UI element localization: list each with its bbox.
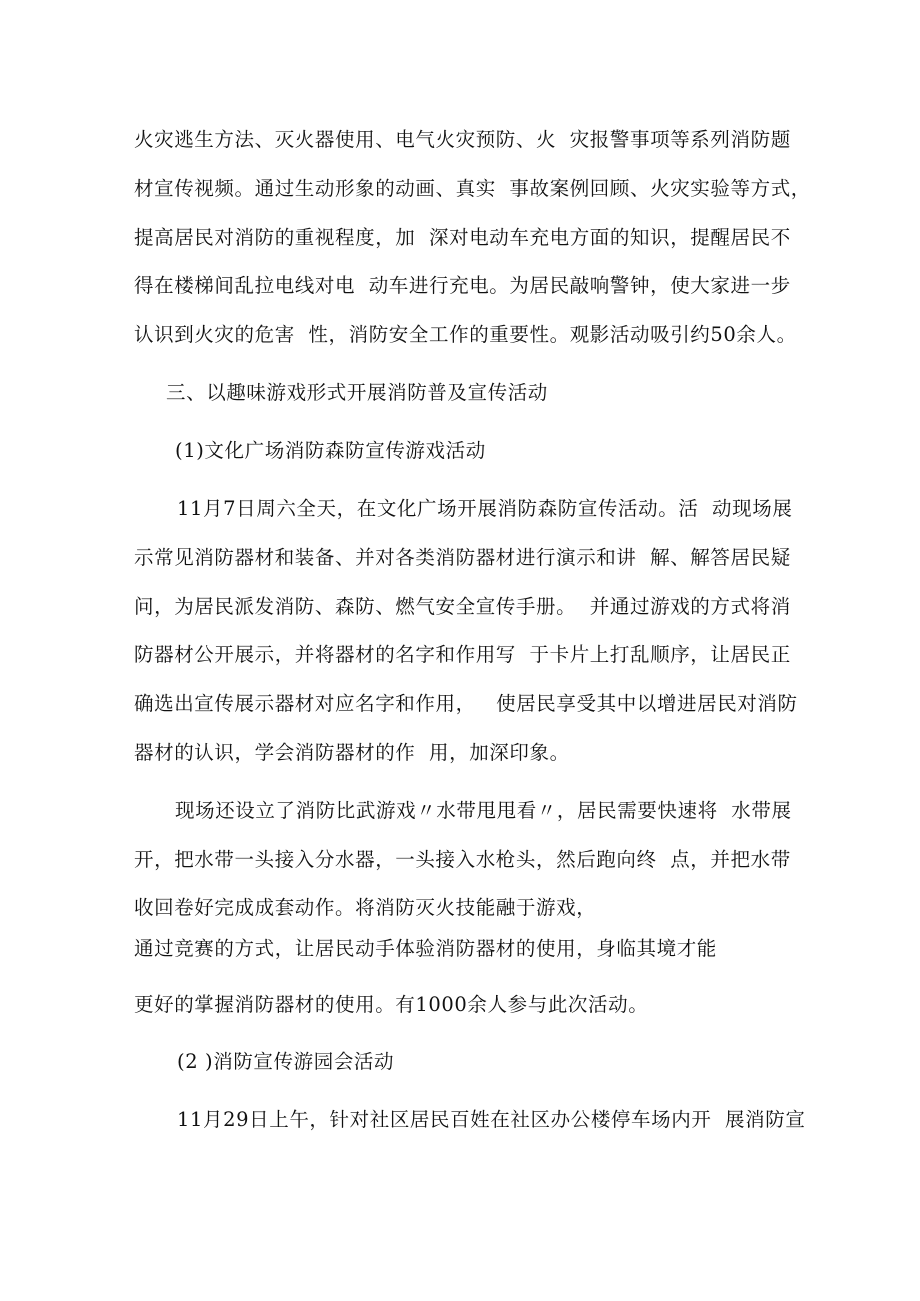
paragraph-2-line: 问，为居民派发消防、森防、燃气安全宣传手册。 并通过游戏的方式将消 — [134, 595, 791, 618]
paragraph-1-line: 材宣传视频。通过生动形象的动画、真实 事故案例回顾、火灾实验等方式， — [134, 177, 811, 200]
paragraph-2-line: 11月7日周六全天，在文化广场开展消防森防宣传活动。活 动现场展 — [177, 497, 793, 520]
paragraph-2-line: 示常见消防器材和装备、并对各类消防器材进行演示和讲 解、解答居民疑 — [134, 546, 791, 569]
paragraph-3-line: 收回卷好完成成套动作。将消防灭火技能融于游戏， — [134, 896, 597, 919]
section-heading: 三、以趣味游戏形式开展消防普及宣传活动 — [166, 381, 548, 404]
paragraph-4-line: 11月29日上午，针对社区居民百姓在社区办公楼停车场内开 展消防宣 — [177, 1108, 806, 1131]
paragraph-2-line: 确选出宣传展示器材对应名字和作用， 使居民享受其中以增进居民对消防 — [134, 692, 798, 715]
paragraph-1-line: 提高居民对消防的重视程度，加 深对电动车充电方面的知识，提醒居民不 — [134, 226, 791, 249]
paragraph-1-line: 得在楼梯间乱拉电线对电 动车进行充电。为居民敲响警钟，使大家进一步 — [134, 274, 791, 297]
paragraph-2-line: 防器材公开展示，并将器材的名字和作用写 于卡片上打乱顺序，让居民正 — [134, 643, 791, 666]
subheading-1: (1)文化广场消防森防宣传游戏活动 — [175, 439, 486, 462]
paragraph-2-line: 器材的认识，学会消防器材的作 用，加深印象。 — [134, 741, 570, 764]
paragraph-3-line: 通过竞赛的方式，让居民动手体验消防器材的使用，身临其境才能 — [134, 937, 717, 960]
paragraph-3-line: 更好的掌握消防器材的使用。有1000余人参与此次活动。 — [134, 993, 649, 1016]
subheading-2: (2 )消防宣传游园会活动 — [177, 1050, 395, 1073]
paragraph-1-line: 认识到火灾的危害 性，消防安全工作的重要性。观影活动吸引约50余人。 — [134, 323, 797, 346]
paragraph-3-line: 现场还设立了消防比武游戏〃水带甩甩看〃，居民需要快速将 水带展 — [175, 799, 792, 822]
paragraph-3-line: 开，把水带一头接入分水器，一头接入水枪头，然后跑向终 点，并把水带 — [134, 848, 791, 871]
paragraph-1-line: 火灾逃生方法、灭火器使用、电气火灾预防、火 灾报警事项等系列消防题 — [134, 128, 791, 151]
